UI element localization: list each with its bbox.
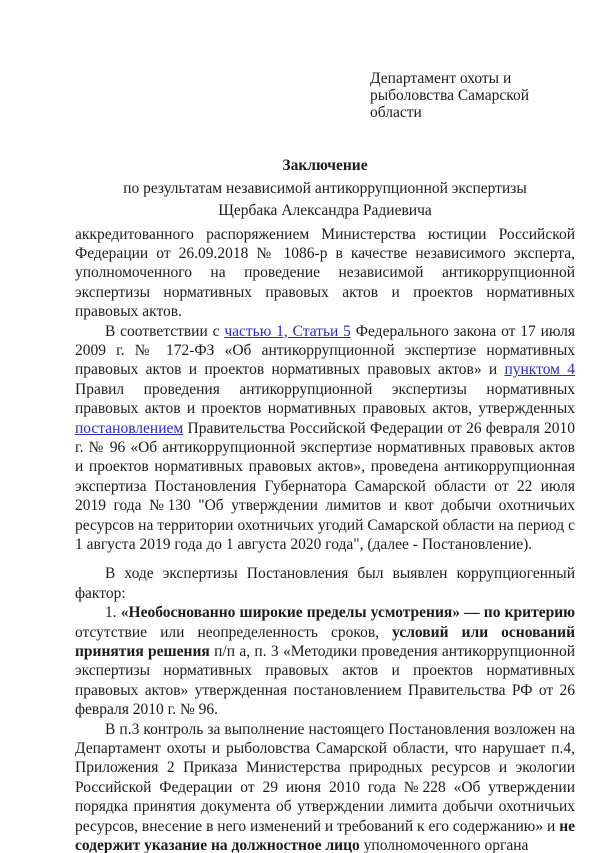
emphasis-text: условий или оснований принятия решения [75, 623, 575, 661]
title-block [75, 155, 575, 223]
paragraph-corruption-factor-1 [75, 603, 575, 719]
addressee-line: области [370, 104, 422, 121]
document-body [75, 225, 575, 853]
body-text: аккредитованного распоряжением Министерства юстиции Российской Федерации от 26.09.2018 № 1086-р в качестве независимого эксперта, уполномоченного на проведение независимой антикоррупционной экспертизы нормативных правовых актов и проектов нормативных правовых актов. [75, 225, 575, 321]
paragraph-violation-detail [75, 720, 575, 853]
body-text: В соответствии с [105, 322, 225, 340]
body-text: Федерального закона от 17 июля 2009 г. № 172-ФЗ «Об антикоррупционной экспертизе нормативных правовых актов и проектов нормативных правовых актов» и [75, 322, 575, 379]
document-subtitle: по результатам независимой антикоррупционной экспертизы [123, 179, 527, 197]
emphasis-text: «Необоснованно широкие пределы усмотрения» — по критерию [120, 604, 575, 622]
link-chastyu-1-stati-5[interactable]: частью 1, Статьи 5 [224, 322, 351, 340]
emphasis-text: не содержит указание на должностное лицо [75, 817, 575, 853]
body-text: уполномоченного органа [359, 837, 529, 853]
addressee-line: Департамент охоты и [370, 70, 512, 87]
body-text: отсутствие или неопределенность сроков, [75, 623, 393, 641]
addressee-line: рыболовства Самарской [370, 87, 530, 104]
body-text: Правил проведения антикоррупционной экспертизы нормативных правовых актов и проектов нормативных правовых актов, утвержденных [75, 380, 575, 418]
addressee-block [370, 70, 575, 121]
link-punktom-4[interactable]: пунктом 4 [504, 361, 576, 379]
body-text: Правительства Российской Федерации от 26 февраля 2010 г. № 96 «Об антикоррупционной экспертизе нормативных правовых актов и проектов нормативных правовых актов», проведена антикоррупционная экспертиза Постановления Губернатора Самарской области от 22 июля 2019 года №130 "Об утверждении лимитов и квот добычи охотничьих ресурсов на территории охотничьих угодий Самарской области на период с 1 августа 2019 года до 1 августа 2020 года", (далее - Постановление). [75, 419, 575, 553]
body-text: 1. [105, 604, 121, 622]
paragraph-accreditation [75, 225, 575, 322]
paragraph-finding-intro [75, 564, 575, 603]
body-text: п/п а, п. 3 «Методики проведения антикоррупционной экспертизы нормативных правовых актов и проектов нормативных правовых актов» утвержденная постановлением Правительства РФ от 26 февраля 2010 г. № 96. [75, 643, 575, 719]
body-text: В п.3 контроль за выполнение настоящего Постановления возложен на Департамент охоты и рыболовства Самарской области, что нарушает п.4, Приложения 2 Приказа Министерства природных ресурсов и экологии Российской Федерации от 29 июня 2010 года №228 «Об утверждении порядка принятия документа об утверждении лимита добычи охотничьих ресурсов, внесение в него изменений и требований к его содержанию» и [75, 720, 575, 835]
document-title: Заключение [282, 157, 368, 174]
expert-name: Щербака Александра Радиевича [218, 202, 432, 219]
paragraph-legal-basis [75, 322, 575, 555]
body-text: В ходе экспертизы Постановления был выявлен коррупциогенный фактор: [75, 565, 575, 602]
link-postanovleniem[interactable]: постановлением [75, 419, 184, 437]
